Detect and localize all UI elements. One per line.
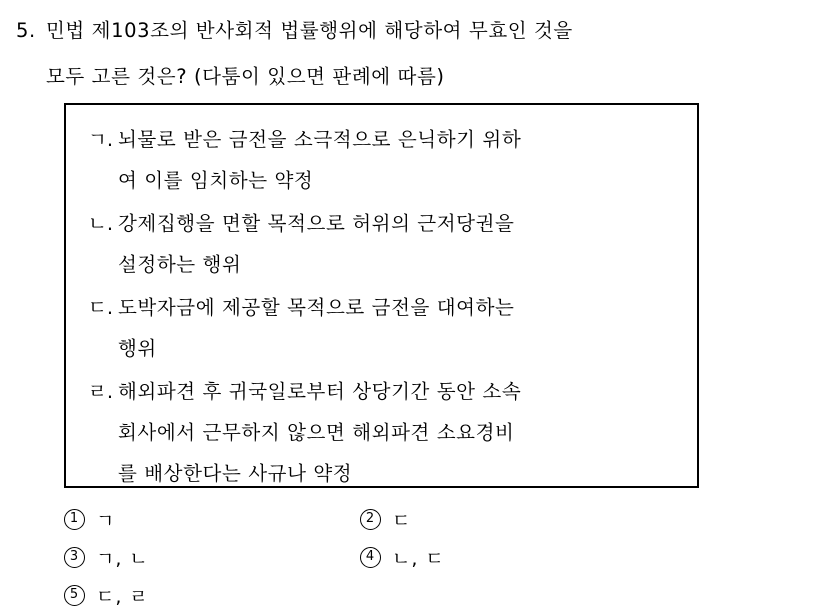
choice-number-circle-icon: 3 <box>64 547 85 568</box>
statement-line: 회사에서 근무하지 않으면 해외파견 소요경비 <box>118 421 515 444</box>
choice-row <box>64 538 764 576</box>
statement-line: 를 배상한다는 사규나 약정 <box>118 462 353 485</box>
choice-number-circle-icon: 2 <box>360 509 381 530</box>
statement-marker: ㄱ. <box>88 128 114 151</box>
choice-number-circle-icon: 5 <box>64 585 85 606</box>
statement-item <box>84 371 679 494</box>
choice-option-4[interactable] <box>360 544 660 571</box>
choice-option-2[interactable] <box>360 506 660 533</box>
choice-option-1[interactable] <box>64 506 360 533</box>
question-stem <box>16 8 810 100</box>
statement-line: 설정하는 행위 <box>118 253 242 276</box>
choice-label: ㄷ <box>392 509 412 532</box>
question-number: 5. <box>16 19 36 42</box>
statement-line: 도박자금에 제공할 목적으로 금전을 대여하는 <box>118 296 515 319</box>
answer-choices <box>64 500 764 614</box>
statement-marker: ㄹ. <box>88 380 114 403</box>
statement-item <box>84 287 679 369</box>
statements-box <box>64 103 699 488</box>
statement-line: 뇌물로 받은 금전을 소극적으로 은닉하기 위하 <box>118 128 522 151</box>
statement-marker: ㄴ. <box>88 212 114 235</box>
statement-line: 해외파견 후 귀국일로부터 상당기간 동안 소속 <box>118 380 522 403</box>
statement-line: 여 이를 임치하는 약정 <box>118 169 314 192</box>
question-text-line-2: 모두 고른 것은? (다툼이 있으면 판례에 따름) <box>46 65 445 88</box>
choice-number-circle-icon: 1 <box>64 509 85 530</box>
choice-label: ㄴ, ㄷ <box>392 547 445 570</box>
statement-body <box>118 371 679 494</box>
statement-marker: ㄷ. <box>88 296 114 319</box>
question-text-line-1: 민법 제103조의 반사회적 법률행위에 해당하여 무효인 것을 <box>46 19 573 42</box>
choice-row <box>64 576 764 614</box>
question-line-1 <box>16 8 810 54</box>
choice-number-circle-icon: 4 <box>360 547 381 568</box>
choice-option-3[interactable] <box>64 544 360 571</box>
statement-body <box>118 287 679 369</box>
statement-item <box>84 203 679 285</box>
statement-line: 행위 <box>118 337 157 360</box>
choice-label: ㄱ, ㄴ <box>96 547 149 570</box>
choice-label: ㄱ <box>96 509 116 532</box>
choice-row <box>64 500 764 538</box>
choice-option-5[interactable] <box>64 582 360 609</box>
statement-body <box>118 119 679 201</box>
statement-body <box>118 203 679 285</box>
statement-line: 강제집행을 면할 목적으로 허위의 근저당권을 <box>118 212 515 235</box>
statement-item <box>84 119 679 201</box>
choice-label: ㄷ, ㄹ <box>96 585 149 608</box>
question-line-2 <box>16 54 810 100</box>
